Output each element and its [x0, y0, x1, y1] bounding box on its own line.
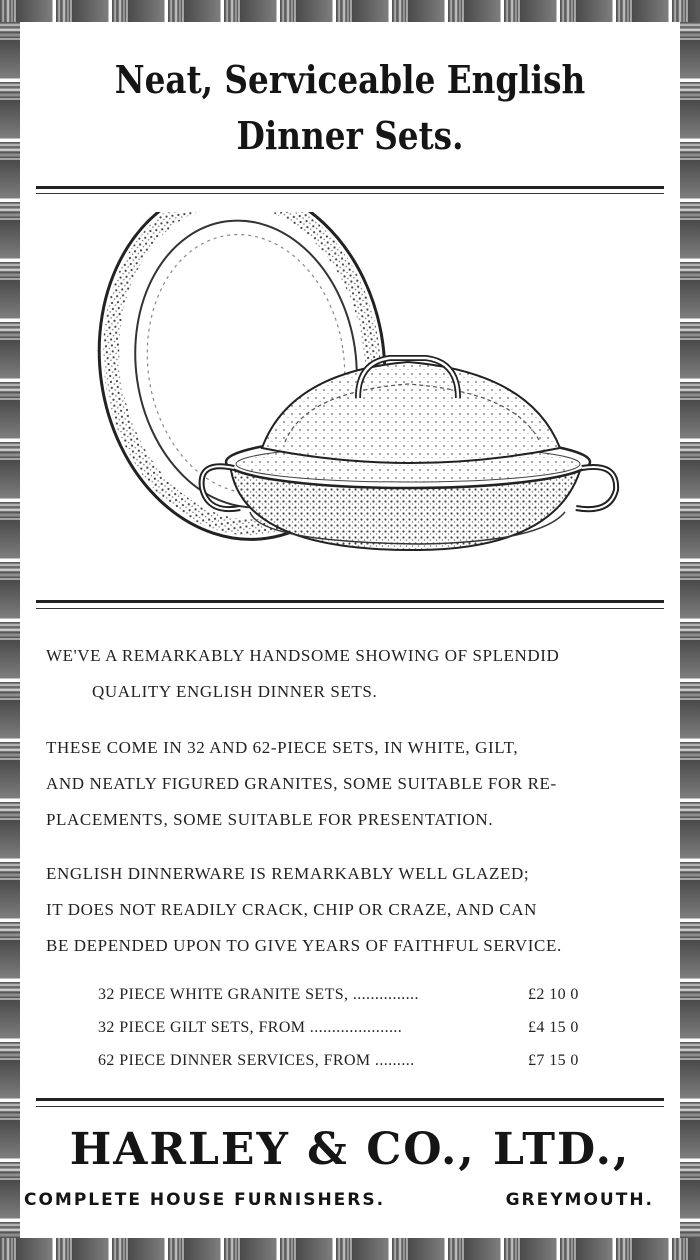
divider-rule-thin — [36, 608, 664, 609]
price-row — [98, 1044, 638, 1077]
quality-line-3: BE DEPENDED UPON TO GIVE YEARS OF FAITHFUL SERVICE. — [46, 936, 562, 955]
company-name: HARLEY & CO., LTD., — [69, 1124, 631, 1175]
quality-line-1: ENGLISH DINNERWARE IS REMARKABLY WELL GLAZED; — [46, 864, 530, 883]
intro-paragraph — [46, 638, 656, 710]
divider-rule — [36, 600, 664, 603]
price-row — [98, 978, 638, 1011]
sets-line-2: AND NEATLY FIGURED GRANITES, SOME SUITABLE FOR RE- — [46, 774, 557, 793]
price-list — [98, 978, 638, 1077]
intro-line-2: QUALITY ENGLISH DINNER SETS. — [92, 682, 378, 701]
intro-line-1: WE'VE A REMARKABLY HANDSOME SHOWING OF SPLENDID — [46, 646, 560, 665]
divider-rule-thin — [36, 193, 664, 194]
tagline-furnishers: COMPLETE HOUSE FURNISHERS. — [24, 1190, 386, 1210]
sets-paragraph — [46, 730, 656, 838]
ornamental-border-bottom — [0, 1238, 700, 1260]
ornamental-border-top — [0, 0, 700, 22]
divider-rule — [36, 186, 664, 189]
quality-paragraph — [46, 856, 656, 964]
headline — [40, 52, 660, 164]
ornamental-border-left — [0, 22, 20, 1238]
divider-rule — [36, 1098, 664, 1101]
sets-line-3: PLACEMENTS, SOME SUITABLE FOR PRESENTATION. — [46, 810, 494, 829]
tagline-location: GREYMOUTH. — [505, 1190, 654, 1210]
price-amount: £4 15 0 — [528, 1018, 579, 1036]
dinner-set-illustration — [90, 212, 650, 572]
divider-rule-thin — [36, 1106, 664, 1107]
price-row — [98, 1011, 638, 1044]
price-item: 32 PIECE GILT SETS, FROM ..................... — [98, 1018, 403, 1036]
headline-line-2: Dinner Sets. — [236, 113, 464, 158]
price-item: 32 PIECE WHITE GRANITE SETS, ............... — [98, 985, 419, 1003]
price-amount: £7 15 0 — [528, 1051, 579, 1069]
headline-line-1: Neat, Serviceable English — [114, 57, 586, 102]
price-item: 62 PIECE DINNER SERVICES, FROM ......... — [98, 1051, 415, 1069]
quality-line-2: IT DOES NOT READILY CRACK, CHIP OR CRAZE, AND CAN — [46, 900, 537, 919]
price-amount: £2 10 0 — [528, 985, 579, 1003]
ornamental-border-right — [680, 22, 700, 1238]
sets-line-1: THESE COME IN 32 AND 62-PIECE SETS, IN WHITE, GILT, — [46, 738, 519, 757]
